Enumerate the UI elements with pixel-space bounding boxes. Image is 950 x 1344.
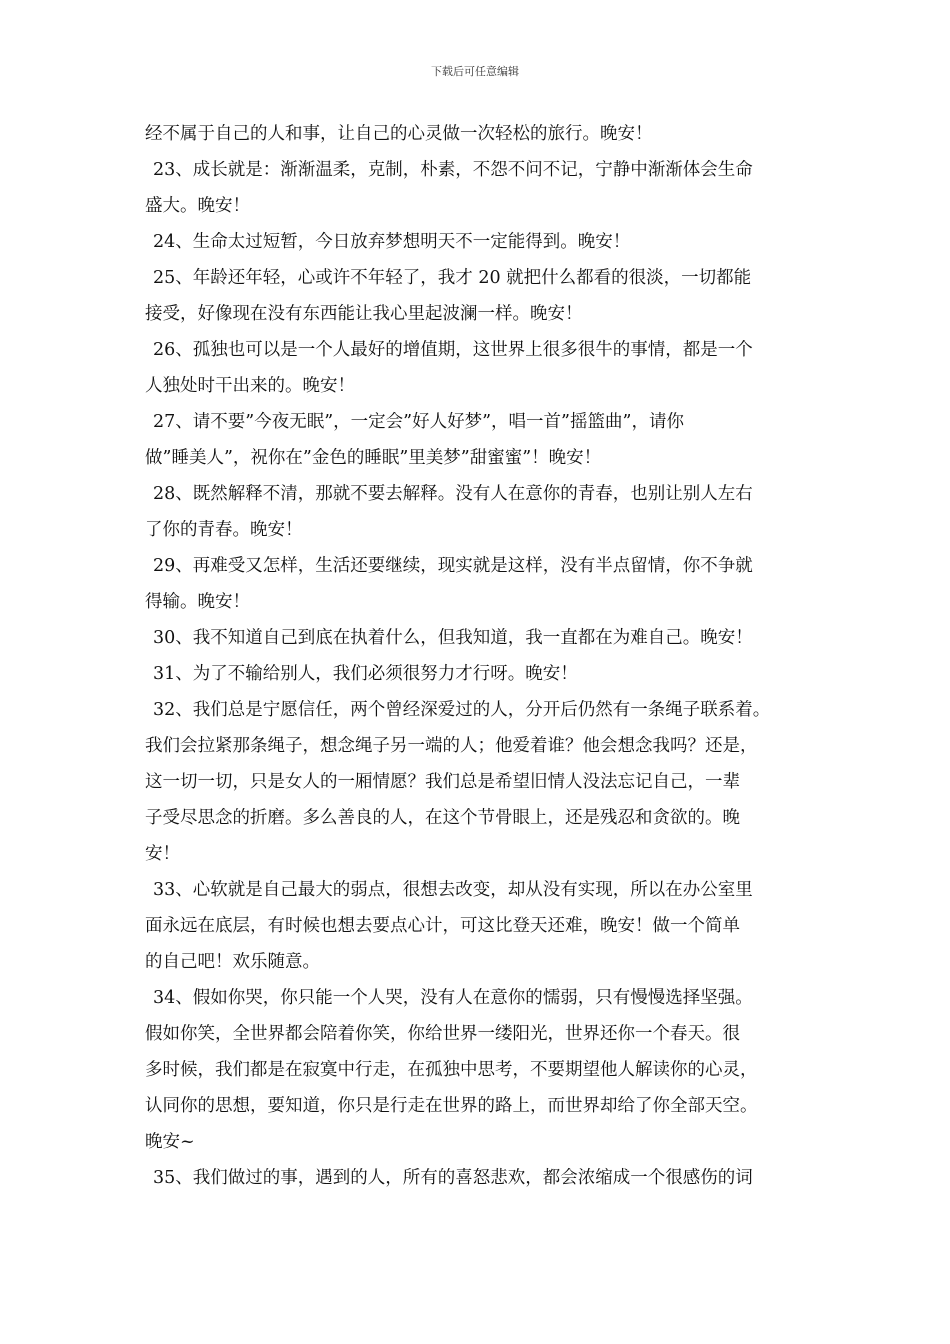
- paragraph-line: 28、既然解释不清，那就不要去解释。没有人在意你的青春，也别让别人左右: [153, 484, 753, 504]
- paragraph-line: 面永远在底层，有时候也想去要点心计，可这比登天还难，晚安！做一个简单: [145, 916, 740, 936]
- paragraph-line: 人独处时干出来的。晚安！: [145, 376, 355, 396]
- paragraph: [145, 260, 813, 332]
- paragraph: [145, 224, 813, 260]
- paragraph-line: 盛大。晚安！: [145, 196, 250, 216]
- paragraph: [145, 872, 813, 980]
- paragraph: [145, 656, 813, 692]
- paragraph-line: 25、年龄还年轻，心或许不年轻了，我才 20 就把什么都看的很淡，一切都能: [153, 268, 752, 288]
- paragraph: [145, 476, 813, 548]
- paragraph: [145, 404, 813, 476]
- paragraph-line: 了你的青春。晚安！: [145, 520, 303, 540]
- paragraph-line: 这一切一切，只是女人的一厢情愿？我们总是希望旧情人没法忘记自己，一辈: [145, 772, 740, 792]
- paragraph-line: 23、成长就是：渐渐温柔，克制，朴素，不怨不问不记，宁静中渐渐体会生命: [153, 160, 753, 180]
- paragraph-line: 假如你笑，全世界都会陪着你笑，你给世界一缕阳光，世界还你一个春天。很: [145, 1024, 740, 1044]
- paragraph-line: 的自己吧！欢乐随意。: [145, 952, 320, 972]
- paragraph-line: 26、孤独也可以是一个人最好的增值期，这世界上很多很牛的事情，都是一个: [153, 340, 753, 360]
- paragraph-line: 32、我们总是宁愿信任，两个曾经深爱过的人，分开后仍然有一条绳子联系着。: [153, 700, 771, 720]
- paragraph-line: 接受，好像现在没有东西能让我心里起波澜一样。晚安！: [145, 304, 583, 324]
- paragraph-line: 34、假如你哭，你只能一个人哭，没有人在意你的懦弱，只有慢慢选择坚强。: [153, 988, 753, 1008]
- paragraph: [145, 620, 813, 656]
- paragraph-line: 晚安~: [145, 1132, 195, 1152]
- paragraph-line: 24、生命太过短暂，今日放弃梦想明天不一定能得到。晚安！: [153, 232, 631, 252]
- paragraph: [145, 980, 813, 1160]
- paragraph-line: 31、为了不输给别人，我们必须很努力才行呀。晚安！: [153, 664, 578, 684]
- paragraph: [145, 152, 813, 224]
- paragraph: [145, 1160, 813, 1196]
- paragraph-line: 33、心软就是自己最大的弱点，很想去改变，却从没有实现，所以在办公室里: [153, 880, 753, 900]
- paragraph: [145, 332, 813, 404]
- paragraph-line: 安！: [145, 844, 180, 864]
- paragraph: [145, 116, 813, 152]
- paragraph: [145, 692, 813, 872]
- paragraph-line: 做”睡美人”，祝你在”金色的睡眠”里美梦”甜蜜蜜”！晚安！: [145, 448, 602, 468]
- page-header: 下载后可任意编辑: [431, 65, 519, 78]
- paragraph-line: 27、请不要”今夜无眠”，一定会”好人好梦”，唱一首”摇篮曲”，请你: [153, 412, 684, 432]
- paragraph-line: 我们会拉紧那条绳子，想念绳子另一端的人；他爱着谁？他会想念我吗？还是，: [145, 736, 758, 756]
- paragraph-line: 29、再难受又怎样，生活还要继续，现实就是这样，没有半点留情，你不争就: [153, 556, 753, 576]
- paragraph-line: 30、我不知道自己到底在执着什么，但我知道，我一直都在为难自己。晚安！: [153, 628, 753, 648]
- paragraph: [145, 548, 813, 620]
- paragraph-line: 认同你的思想，要知道，你只是行走在世界的路上，而世界却给了你全部天空。: [145, 1096, 758, 1116]
- paragraph-line: 多时候，我们都是在寂寞中行走，在孤独中思考，不要期望他人解读你的心灵，: [145, 1060, 758, 1080]
- paragraph-line: 得输。晚安！: [145, 592, 250, 612]
- document-body: [145, 116, 813, 1196]
- paragraph-line: 子受尽思念的折磨。多么善良的人，在这个节骨眼上，还是残忍和贪欲的。晚: [145, 808, 740, 828]
- paragraph-line: 35、我们做过的事，遇到的人，所有的喜怒悲欢，都会浓缩成一个很感伤的词: [153, 1168, 753, 1188]
- paragraph-line: 经不属于自己的人和事，让自己的心灵做一次轻松的旅行。晚安！: [145, 124, 653, 144]
